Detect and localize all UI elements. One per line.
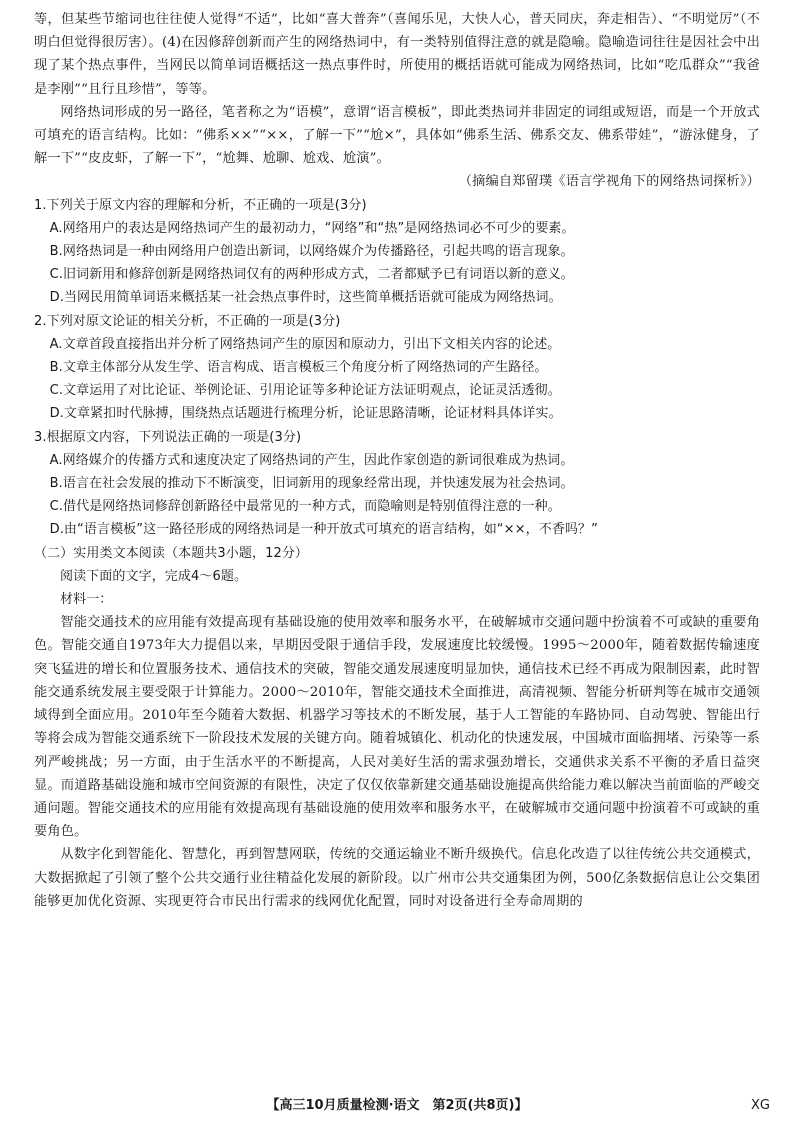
question-2 bbox=[34, 310, 760, 426]
question-option: D.文章紧扣时代脉搏，围绕热点话题进行梳理分析，论证思路清晰，论证材料具体详实。 bbox=[49, 406, 562, 422]
footer-code: XG bbox=[751, 1098, 770, 1113]
question-option: A.网络用户的表达是网络热词产生的最初动力，“网络”和“热”是网络热词必不可少的要素。 bbox=[49, 220, 575, 236]
section-heading: （二）实用类文本阅读（本题共3小题，12分） bbox=[34, 545, 309, 561]
question-1 bbox=[34, 194, 760, 310]
passage-paragraph-2: 网络热词形成的另一路径，笔者称之为“语模”，意谓“语言模板”，即此类热词并非固定的词组或短语，而是一个开放式可填充的语言结构。比如：“佛系××”“××，了解一下”“尬×”，具体如“佛系生活、佛系交友、佛系带娃”，“游泳健身，了解一下”“皮皮虾，了解一下”，“尬舞、尬聊、尬戏、尬演”。 bbox=[34, 104, 760, 167]
question-3 bbox=[34, 426, 760, 542]
question-option: D.当网民用简单词语来概括某一社会热点事件时，这些简单概括语就可能成为网络热词。 bbox=[49, 290, 562, 306]
question-option: A.文章首段直接指出并分析了网络热词产生的原因和原动力，引出下文相关内容的论述。 bbox=[49, 336, 561, 352]
question-option: C.文章运用了对比论证、举例论证、引用论证等多种论证方法证明观点，论证灵活透彻。 bbox=[49, 383, 561, 399]
page-content bbox=[34, 8, 760, 913]
material-paragraph-1: 智能交通技术的应用能有效提高现有基础设施的使用效率和服务水平，在破解城市交通问题中扮演着不可或缺的重要角色。智能交通自1973年大力提倡以来，早期因受限于通信手段，发展速度比较缓慢。1995～2000年，随着数据传输速度突飞猛进的增长和位置服务技术、通信技术的突破，智能交通发展速度明显加快，通信技术已经不再成为限制因素，此时智能交通系统发展主要受限于计算能力。2000～2010年，智能交通技术全面推进，高清视频、智能分析研判等在城市交通领域得到全面应用。2010年至今随着大数据、机器学习等技术的不断发展，基于人工智能的车路协同、自动驾驶、智能出行等将会成为智能交通系统下一阶段技术发展的关键方向。随着城镇化、机动化的快速发展，中国城市面临拥堵、污染等一系列严峻挑战；另一方面，由于生活水平的不断提高，人民对美好生活的需求强劲增长，交通供求关系不平衡的矛盾日益突显。而道路基础设施和城市空间资源的有限性，决定了仅仅依靠新建交通基础设施提高供给能力难以解决当前面临的严峻交通问题。智能交通技术的应用能有效提高现有基础设施的使用效率和服务水平，在破解城市交通问题中扮演着不可或缺的重要角色。 bbox=[34, 615, 760, 840]
page-footer bbox=[0, 1094, 794, 1118]
material-label: 材料一： bbox=[60, 592, 113, 608]
question-option: B.语言在社会发展的推动下不断演变，旧词新用的现象经常出现，并快速发展为社会热词。 bbox=[49, 476, 574, 492]
question-option: D.由“语言模板”这一路径形成的网络热词是一种开放式可填充的语言结构，如“××，不香吗？” bbox=[49, 522, 598, 538]
question-stem: 2.下列对原文论证的相关分析，不正确的一项是(3分) bbox=[34, 313, 341, 329]
question-option: C.借代是网络热词修辞创新路径中最常见的一种方式，而隐喻则是特别值得注意的一种。 bbox=[49, 499, 561, 515]
question-option: C.旧词新用和修辞创新是网络热词仅有的两种形成方式，二者都赋予已有词语以新的意义。 bbox=[49, 267, 574, 283]
question-option: B.网络热词是一种由网络用户创造出新词，以网络媒介为传播路径，引起共鸣的语言现象。 bbox=[49, 244, 574, 260]
question-option: A.网络媒介的传播方式和速度决定了网络热词的产生，因此作家创造的新词很难成为热词。 bbox=[49, 452, 574, 468]
question-stem: 1.下列关于原文内容的理解和分析，不正确的一项是(3分) bbox=[34, 197, 367, 213]
question-stem: 3.根据原文内容，下列说法正确的一项是(3分) bbox=[34, 429, 302, 445]
material-paragraph-2: 从数字化到智能化、智慧化，再到智慧网联，传统的交通运输业不断升级换代。信息化改造了以往传统公共交通模式，大数据掀起了引领了整个公共交通行业往精益化发展的新阶段。以广州市公共交通集团为例，500亿条数据信息让公交集团能够更加优化资源、实现更符合市民出行需求的线网优化配置，同时对设备进行全寿命周期的 bbox=[34, 847, 760, 909]
question-option: B.文章主体部分从发生学、语言构成、语言模板三个角度分析了网络热词的产生路径。 bbox=[49, 360, 548, 376]
passage-paragraph-1: 等，但某些节缩词也往往使人觉得“不适”，比如“喜大普奔”（喜闻乐见，大快人心，普天同庆，奔走相告）、“不明觉厉”（不明白但觉得很厉害）。(4)在因修辞创新而产生的网络热词中，有一类特别值得注意的就是隐喻。隐喻造词往往是因社会中出现了某个热点事件，当网民以简单词语概括这一热点事件时，所使用的概括语就可能成为网络热词，比如“吃瓜群众”“我爸是李刚”“且行且珍惜”，等等。 bbox=[34, 12, 760, 97]
reading-instruction: 阅读下面的文字，完成4～6题。 bbox=[60, 568, 248, 584]
footer-title: 【高三10月质量检测·语文 第2页(共8页)】 bbox=[266, 1098, 528, 1113]
source-note: （摘编自郑留璞《语言学视角下的网络热词探析》） bbox=[458, 174, 760, 190]
